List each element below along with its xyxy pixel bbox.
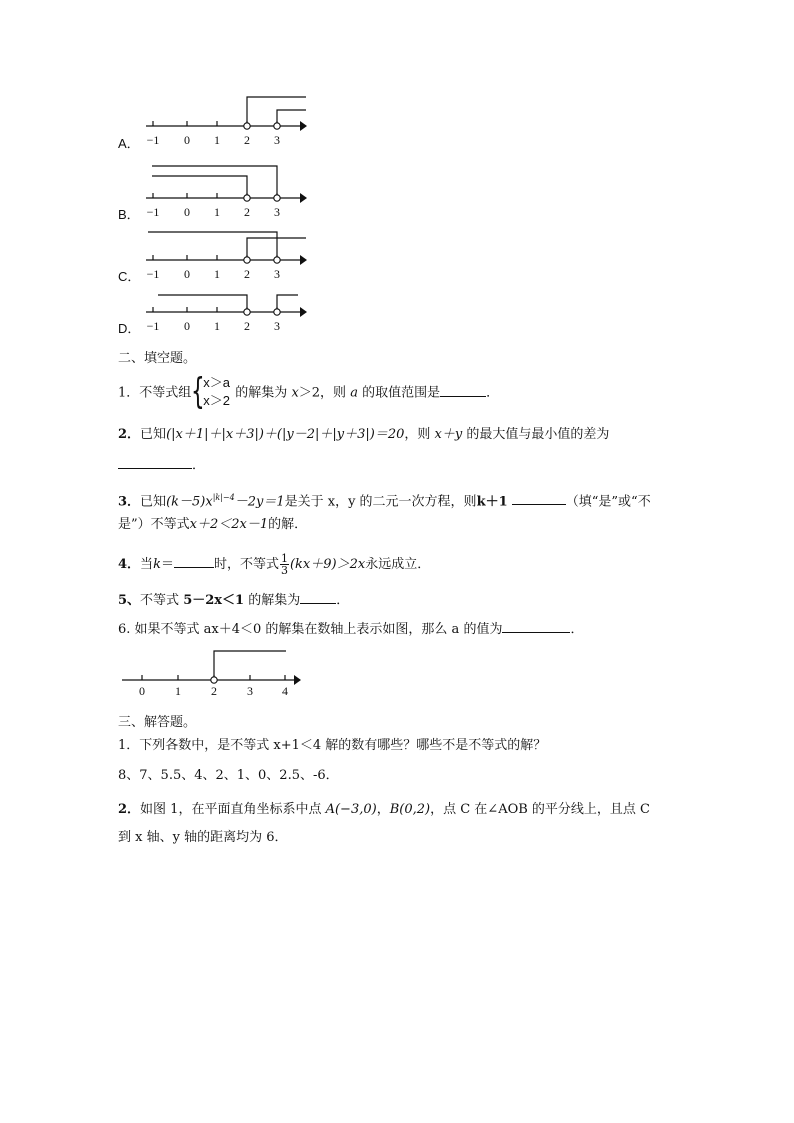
fraction-one-third: $\frac{1}{3}$	[280, 552, 288, 577]
tick-label: 1	[214, 205, 220, 219]
tick-label: 1	[175, 684, 181, 698]
tick-label: 0	[184, 205, 190, 219]
tick-label: 4	[282, 684, 288, 698]
number-line-a	[140, 92, 310, 152]
question-solve-2: 2．如图 1，在平面直角坐标系中点 A(−3,0)，B(0,2)，点 C 在∠AOB 的平分线上，且点 C	[118, 802, 651, 817]
tick-label: 2	[211, 684, 217, 698]
tick-label: 3	[274, 319, 280, 333]
question-fill-4: 4．当k＝ 时，不等式 $\frac{1}{3}$ (kx＋9)＞2x永远成立．	[118, 552, 431, 577]
tick-label: 1	[214, 267, 220, 281]
tick-label: −1	[146, 267, 160, 281]
number-line-q6	[118, 646, 308, 698]
inequality-system: { x＞a x＞2	[191, 371, 231, 412]
tick-label: 0	[184, 133, 190, 147]
tick-label: 0	[139, 684, 145, 698]
section-title-solve: 三、解答题。	[118, 715, 197, 730]
question-fill-3: 3．已知$(k-5)x^{|k|-4}-2y=1$是关于 x，y 的二元一次方程，则k＋1 （填“是”或“不	[118, 493, 651, 510]
question-solve-1: 1．下列各数中，是不等式 x+1＜4 解的数有哪些？哪些不是不等式的解？	[118, 738, 547, 753]
tick-label: 2	[244, 319, 250, 333]
tick-label: 3	[274, 133, 280, 147]
option-label-a: A．	[118, 136, 140, 151]
tick-label: 0	[184, 319, 190, 333]
tick-label: 1	[214, 133, 220, 147]
number-line-c	[140, 224, 310, 284]
answer-blank[interactable]	[174, 555, 214, 568]
answer-blank[interactable]	[502, 620, 570, 633]
tick-label: −1	[146, 133, 160, 147]
number-line-b	[140, 162, 310, 222]
answer-blank[interactable]	[512, 492, 566, 505]
question-fill-5: 5、不等式 5－2x＜1 的解集为 ．	[118, 593, 350, 608]
tick-label: 2	[244, 133, 250, 147]
question-fill-2: 2．已知(|x＋1|＋|x＋3|)＋(|y－2|＋|y＋3|)＝20，则 x＋y 的最大值与最小值的差为	[118, 427, 610, 442]
number-line-d	[140, 284, 310, 336]
tick-label: 1	[214, 319, 220, 333]
tick-label: 2	[244, 267, 250, 281]
answer-blank[interactable]	[440, 384, 486, 397]
tick-label: 3	[274, 267, 280, 281]
option-label-c: C．	[118, 269, 141, 284]
question-fill-2-answer: ．	[118, 456, 205, 475]
tick-label: 3	[274, 205, 280, 219]
tick-label: −1	[146, 205, 160, 219]
question-solve-2-line2: 到 x 轴、y 轴的距离均为 6．	[118, 830, 288, 845]
tick-label: 0	[184, 267, 190, 281]
question-fill-3-line2: 是”）不等式x＋2＜2x－1的解．	[118, 517, 308, 532]
option-label-b: B．	[118, 207, 140, 222]
question-fill-6: 6. 如果不等式 ax＋4＜0 的解集在数轴上表示如图，那么 a 的值为 ．	[118, 622, 584, 637]
tick-label: 3	[247, 684, 253, 698]
answer-blank[interactable]	[118, 456, 192, 469]
option-label-d: D．	[118, 321, 141, 336]
tick-label: −1	[146, 319, 160, 333]
tick-label: 2	[244, 205, 250, 219]
question-fill-1: 1．不等式组 { x＞a x＞2 的解集为 x＞2，则 a 的取值范围是 ．	[118, 371, 500, 412]
answer-blank[interactable]	[300, 591, 336, 604]
section-title-fill-blank: 二、填空题。	[118, 351, 197, 366]
question-solve-1-numbers: 8、7、5.5、4、2、1、0、2.5、-6．	[118, 768, 339, 783]
